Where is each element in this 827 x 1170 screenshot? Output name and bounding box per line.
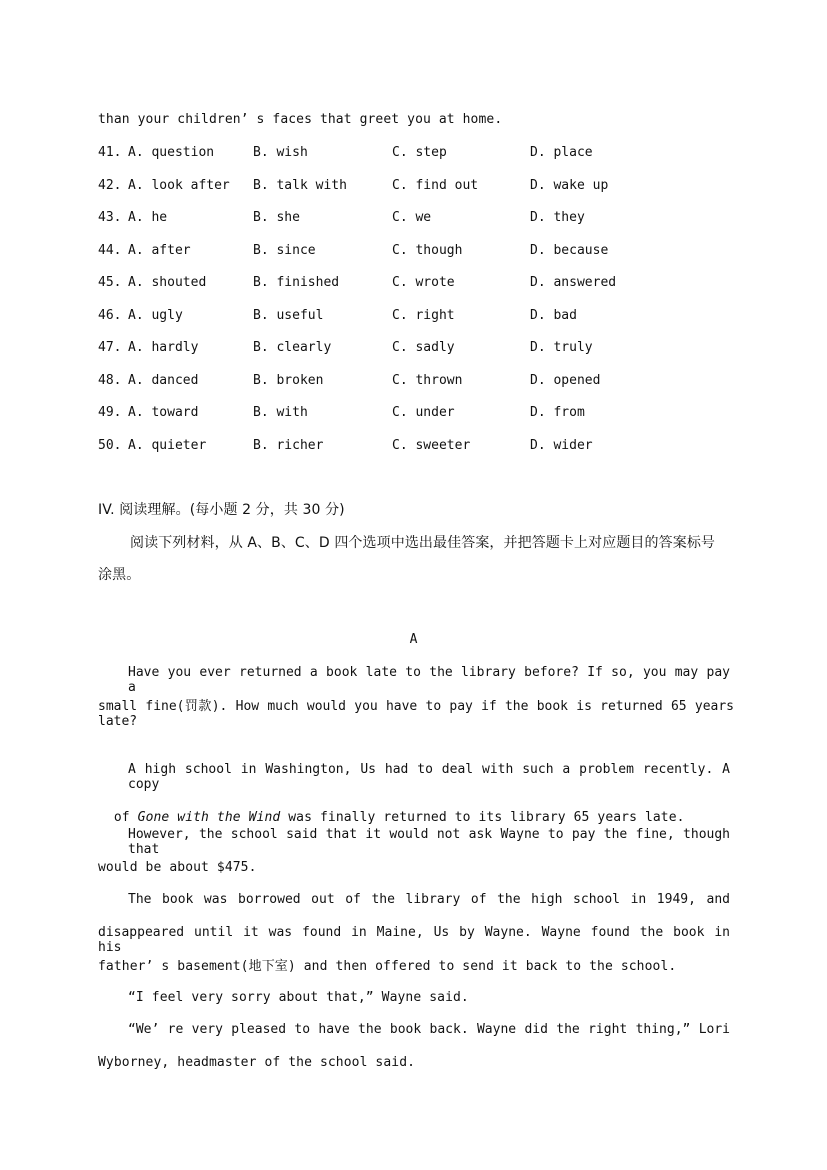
passage-label: A — [409, 632, 418, 647]
passage-p6-line2: Wyborney, headmaster of the school said. — [98, 1055, 416, 1070]
option-d: D. wake up — [530, 178, 609, 193]
passage-p3-line2: would be about $475. — [98, 860, 257, 875]
question-row — [98, 145, 738, 163]
option-b: B. clearly — [253, 340, 332, 355]
option-a: A. quieter — [128, 438, 207, 453]
question-row — [98, 340, 738, 358]
option-a: A. question — [128, 145, 215, 160]
passage-p2-line1: A high school in Washington, Us had to deal with such a problem recently. A copy — [128, 762, 730, 792]
option-c: C. step — [392, 145, 447, 160]
p2-prefix: of — [113, 810, 138, 825]
option-c: C. sweeter — [392, 438, 471, 453]
passage-p1-line1: Have you ever returned a book late to the library before? If so, you may pay a — [128, 665, 730, 695]
intro-line: than your children’ s faces that greet you at home. — [98, 112, 503, 127]
option-c: C. find out — [392, 178, 479, 193]
passage-p1-line2: small fine(罚款). How much would you have to pay if the book is returned 65 years late? — [98, 699, 734, 729]
option-d: D. they — [530, 210, 585, 225]
question-row — [98, 405, 738, 423]
question-row — [98, 210, 738, 228]
book-title: Gone with the Wind — [137, 810, 281, 825]
option-a: A. after — [128, 243, 191, 258]
option-c: C. though — [392, 243, 463, 258]
option-a: A. hardly — [128, 340, 199, 355]
option-b: B. useful — [253, 308, 324, 323]
section-instruction: 阅读下列材料，从 A、B、C、D 四个选项中选出最佳答案，并把答题卡上对应题目的答案标号 — [130, 535, 716, 551]
option-a: A. danced — [128, 373, 199, 388]
question-row — [98, 308, 738, 326]
option-c: C. thrown — [392, 373, 463, 388]
section-heading: IV. 阅读理解。(每小题 2 分，共 30 分) — [98, 502, 345, 518]
passage-p6-line1: “We’ re very pleased to have the book back. Wayne did the right thing,” Lori — [128, 1022, 730, 1037]
question-row — [98, 243, 738, 261]
question-number: 41. — [98, 145, 122, 160]
option-d: D. place — [530, 145, 593, 160]
option-a: A. he — [128, 210, 168, 225]
option-b: B. since — [253, 243, 316, 258]
question-row — [98, 178, 738, 196]
option-a: A. ugly — [128, 308, 183, 323]
option-c: C. right — [392, 308, 455, 323]
passage-p3-line1: However, the school said that it would not ask Wayne to pay the fine, though that — [128, 827, 730, 857]
question-row — [98, 275, 738, 293]
passage-p2-line2 — [98, 795, 685, 825]
question-number: 44. — [98, 243, 122, 258]
option-d: D. from — [530, 405, 585, 420]
section-instruction-cont: 涂黑。 — [98, 567, 141, 583]
option-c: C. wrote — [392, 275, 455, 290]
option-b: B. talk with — [253, 178, 347, 193]
option-b: B. broken — [253, 373, 324, 388]
option-a: A. shouted — [128, 275, 207, 290]
question-number: 42. — [98, 178, 122, 193]
question-number: 49. — [98, 405, 122, 420]
option-b: B. with — [253, 405, 308, 420]
question-number: 50. — [98, 438, 122, 453]
option-d: D. truly — [530, 340, 593, 355]
option-c: C. under — [392, 405, 455, 420]
p2-suffix: was finally returned to its library 65 years late. — [280, 810, 685, 825]
question-row — [98, 373, 738, 391]
question-number: 45. — [98, 275, 122, 290]
option-b: B. wish — [253, 145, 308, 160]
option-a: A. toward — [128, 405, 199, 420]
question-number: 46. — [98, 308, 122, 323]
option-d: D. wider — [530, 438, 593, 453]
option-d: D. bad — [530, 308, 577, 323]
question-row — [98, 438, 738, 456]
option-d: D. because — [530, 243, 609, 258]
option-b: B. she — [253, 210, 300, 225]
passage-p4-line2: disappeared until it was found in Maine, Us by Wayne. Wayne found the book in his — [98, 925, 730, 955]
question-number: 43. — [98, 210, 122, 225]
passage-p5: “I feel very sorry about that,” Wayne said. — [128, 990, 469, 1005]
question-number: 47. — [98, 340, 122, 355]
question-number: 48. — [98, 373, 122, 388]
option-a: A. look after — [128, 178, 230, 193]
passage-p4-line3: father’ s basement(地下室) and then offered to send it back to the school. — [98, 959, 677, 974]
option-d: D. answered — [530, 275, 617, 290]
option-c: C. sadly — [392, 340, 455, 355]
option-c: C. we — [392, 210, 432, 225]
passage-p4-line1: The book was borrowed out of the library of the high school in 1949, and — [128, 892, 730, 907]
option-b: B. finished — [253, 275, 340, 290]
option-b: B. richer — [253, 438, 324, 453]
option-d: D. opened — [530, 373, 601, 388]
